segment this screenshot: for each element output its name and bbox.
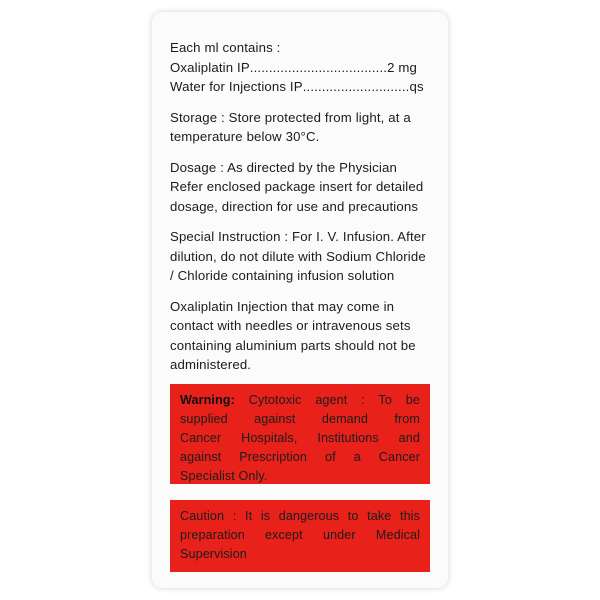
dosage-section bbox=[170, 158, 430, 217]
caution-text-1: It is dangerous to take this bbox=[236, 508, 420, 523]
label-panel bbox=[152, 12, 448, 588]
dot-leader: .................................... bbox=[249, 59, 388, 75]
warning-line-3: Cancer Hospitals, Institutions and bbox=[180, 430, 420, 445]
dot-leader: ............................ bbox=[302, 79, 410, 94]
composition-row-oxaliplatin bbox=[170, 58, 430, 78]
ingredient-value: qs bbox=[409, 79, 424, 94]
dosage-line-3: dosage, direction for use and precautions bbox=[170, 198, 419, 214]
special-instruction-section bbox=[170, 227, 430, 286]
warning-line-2: supplied against demand from bbox=[180, 411, 420, 426]
warning-text-1: Cytotoxic agent : To be bbox=[234, 392, 420, 407]
caution-box bbox=[170, 500, 430, 572]
aluminium-note-section bbox=[170, 297, 430, 375]
dosage-line-1: Dosage : As directed by the Physician bbox=[170, 159, 397, 175]
caution-line-1 bbox=[180, 507, 420, 526]
warning-line-1 bbox=[180, 391, 420, 410]
storage-section bbox=[170, 108, 430, 147]
composition-section bbox=[170, 38, 430, 97]
composition-heading: Each ml contains : bbox=[170, 40, 281, 55]
aluminium-note-line-3: containing aluminium parts should not be bbox=[170, 337, 416, 353]
special-instruction-line-1: Special Instruction : For I. V. Infusion. After bbox=[170, 229, 426, 244]
warning-box bbox=[170, 384, 430, 484]
caution-line-3: Supervision bbox=[180, 546, 247, 561]
ingredient-name: Water for Injections IP bbox=[170, 79, 303, 94]
aluminium-note-line-2: contact with needles or intravenous sets bbox=[170, 318, 411, 333]
ingredient-name: Oxaliplatin IP bbox=[170, 59, 250, 75]
composition-row-water bbox=[170, 77, 430, 97]
storage-line-1: Storage : Store protected from light, at a bbox=[170, 109, 411, 125]
caution-label: Caution : bbox=[180, 508, 237, 523]
caution-line-2: preparation except under Medical bbox=[180, 527, 420, 542]
storage-line-2: temperature below 30°C. bbox=[170, 129, 320, 144]
special-instruction-line-2: dilution, do not dilute with Sodium Chloride bbox=[170, 248, 426, 264]
aluminium-note-line-4: administered. bbox=[170, 357, 252, 372]
warning-line-5: Specialist Only. bbox=[180, 468, 268, 483]
dosage-line-2: Refer enclosed package insert for detailed bbox=[170, 179, 424, 194]
special-instruction-line-3: / Chloride containing infusion solution bbox=[170, 268, 395, 283]
ingredient-value: 2 mg bbox=[387, 59, 418, 75]
warning-line-4: against Prescription of a Cancer bbox=[180, 449, 420, 464]
aluminium-note-line-1: Oxaliplatin Injection that may come in bbox=[170, 298, 395, 314]
warning-label: Warning: bbox=[180, 392, 235, 407]
